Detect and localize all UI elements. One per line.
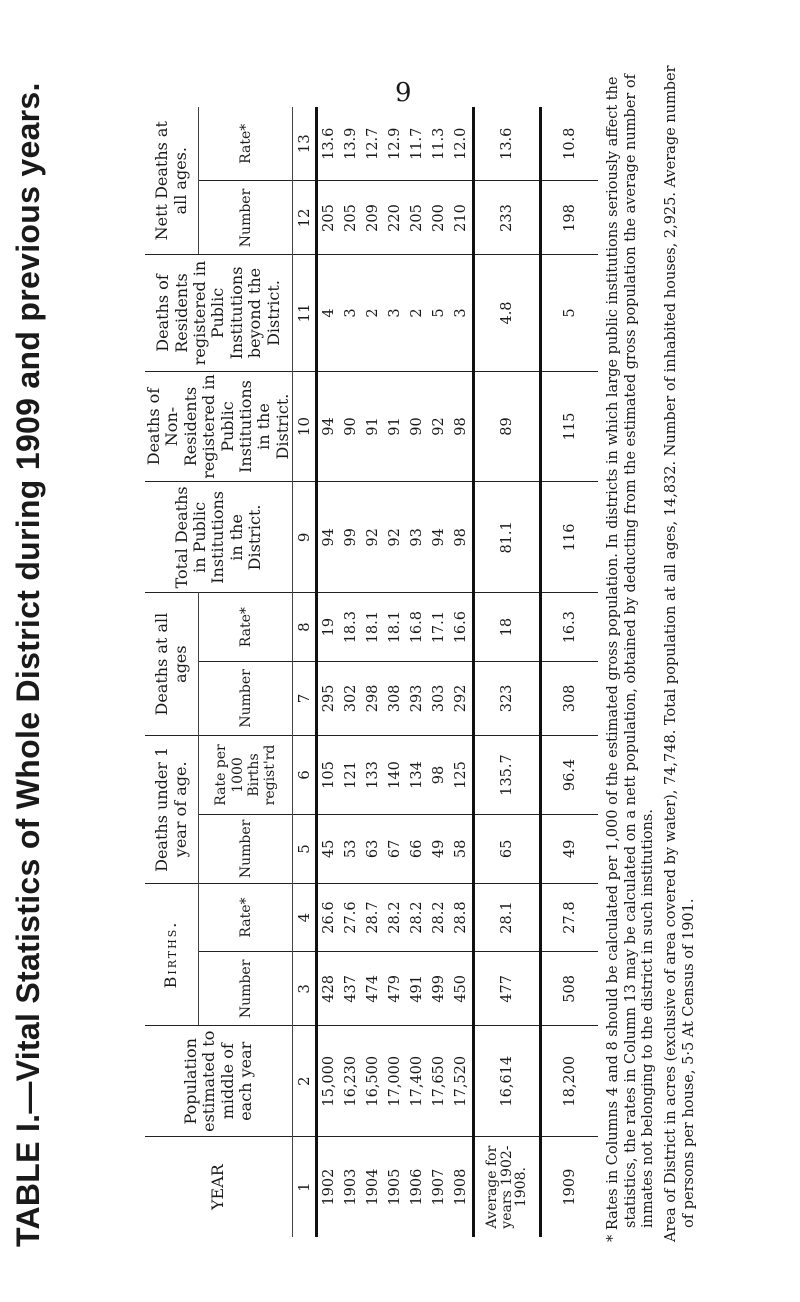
cell: 92	[384, 482, 406, 593]
year-1909-row	[541, 107, 599, 1237]
cell: 302	[340, 661, 362, 735]
header-births-number: Number	[199, 952, 293, 1026]
cell: 16.8	[406, 593, 428, 662]
cell: 89	[474, 371, 541, 482]
column-number: 5	[293, 815, 317, 884]
cell: 5	[428, 255, 450, 371]
column-number: 7	[293, 661, 317, 735]
cell: 11.7	[409, 127, 426, 160]
cell: 198	[541, 181, 599, 255]
cell: 133	[362, 735, 384, 814]
header-da-number: Number	[199, 661, 293, 735]
cell: 45	[317, 815, 341, 884]
cell: 10.8	[562, 127, 579, 160]
cell: 220	[384, 181, 406, 255]
header-population: Population estimated to middle of each year	[145, 1026, 293, 1137]
cell: 1905	[384, 1137, 406, 1237]
column-number: 1	[293, 1137, 317, 1237]
cell: 1902	[317, 1137, 341, 1237]
table-row	[428, 107, 450, 1237]
column-number: 12	[293, 181, 317, 255]
cell: 19	[317, 593, 341, 662]
cell: 16.3	[541, 593, 599, 662]
footnotes	[605, 52, 703, 1242]
cell: 28.2	[406, 883, 428, 952]
cell: 13.6	[474, 107, 541, 181]
cell: 91	[362, 371, 384, 482]
cell: 27.8	[541, 883, 599, 952]
cell: 58	[450, 815, 474, 884]
cell: 98	[450, 482, 474, 593]
header-nett-rate: Rate*	[199, 107, 293, 181]
footnote-area: Area of District in acres (exclusive of area covered by water), 74,748. Total population at all ages, 14,832. Number of inhabited houses, 2,925. Average number of persons per house, 5·5 At Census of 1901.	[663, 65, 697, 1242]
header-nett-number: Number	[199, 181, 293, 255]
cell: 28.8	[450, 883, 474, 952]
cell: 12.9	[387, 127, 404, 160]
table-row	[340, 107, 362, 1237]
table-row	[362, 107, 384, 1237]
cell: 115	[541, 371, 599, 482]
header-births: Births.	[145, 883, 199, 1026]
cell: 92	[428, 371, 450, 482]
cell: 65	[474, 815, 541, 884]
cell: 1906	[406, 1137, 428, 1237]
cell: 116	[541, 482, 599, 593]
cell: 474	[362, 952, 384, 1026]
cell: 15,000	[317, 1026, 341, 1137]
column-number: 11	[293, 255, 317, 371]
cell: 2	[362, 255, 384, 371]
cell: 293	[406, 661, 428, 735]
cell: 121	[340, 735, 362, 814]
cell: 1908	[450, 1137, 474, 1237]
cell: 13.6	[321, 127, 338, 160]
cell: 98	[450, 371, 474, 482]
cell: 18.1	[384, 593, 406, 662]
column-number: 4	[293, 883, 317, 952]
cell: 491	[406, 952, 428, 1026]
cell: 295	[317, 661, 341, 735]
cell: 5	[541, 255, 599, 371]
cell: 205	[340, 181, 362, 255]
cell: 90	[406, 371, 428, 482]
cell: 98	[428, 735, 450, 814]
table-row	[450, 107, 474, 1237]
cell: 53	[340, 815, 362, 884]
cell: 17.1	[428, 593, 450, 662]
cell: 28.2	[384, 883, 406, 952]
header-da-rate: Rate*	[199, 593, 293, 662]
cell: 66	[406, 815, 428, 884]
cell: 1907	[428, 1137, 450, 1237]
cell: 1903	[340, 1137, 362, 1237]
cell: 12.7	[365, 127, 382, 160]
cell: 28.7	[362, 883, 384, 952]
cell: 18.3	[340, 593, 362, 662]
cell: 125	[450, 735, 474, 814]
cell: 1904	[362, 1137, 384, 1237]
header-resident-deaths-beyond: Deaths of Residents registered in Public Institutions beyond the District.	[145, 255, 293, 371]
cell: 450	[450, 952, 474, 1026]
cell: 99	[340, 482, 362, 593]
cell: 17,520	[450, 1026, 474, 1137]
vital-statistics-table	[145, 107, 598, 1237]
cell: 49	[541, 815, 599, 884]
cell: 303	[428, 661, 450, 735]
cell: 3	[384, 255, 406, 371]
cell: 2	[406, 255, 428, 371]
cell: 16,614	[474, 1026, 541, 1137]
cell: 200	[428, 181, 450, 255]
cell: 90	[340, 371, 362, 482]
cell: 18	[474, 593, 541, 662]
cell: 134	[406, 735, 428, 814]
header-du1-rate: Rate per 1000 Births regist'rd	[199, 735, 293, 814]
table-title: TABLE I.—Vital Statistics of Whole District during 1909 and previous years.	[10, 82, 46, 1247]
column-number: 6	[293, 735, 317, 814]
cell: 308	[384, 661, 406, 735]
cell: 11.3	[431, 127, 448, 160]
column-number: 8	[293, 593, 317, 662]
cell: 428	[317, 952, 341, 1026]
cell: 18.1	[362, 593, 384, 662]
header-year: YEAR	[145, 1137, 293, 1237]
cell: 233	[474, 181, 541, 255]
cell: 3	[450, 255, 474, 371]
cell: 27.6	[340, 883, 362, 952]
cell: 3	[340, 255, 362, 371]
cell: 67	[384, 815, 406, 884]
cell: 508	[541, 952, 599, 1026]
cell: 17,650	[428, 1026, 450, 1137]
cell: 81.1	[474, 482, 541, 593]
header-births-rate: Rate*	[199, 883, 293, 952]
header-du1-number: Number	[199, 815, 293, 884]
cell: 437	[340, 952, 362, 1026]
header-deaths-all-ages: Deaths at all ages	[145, 593, 199, 736]
cell: 308	[541, 661, 599, 735]
cell: 16.6	[450, 593, 474, 662]
cell: 4	[317, 255, 341, 371]
cell: 16,230	[340, 1026, 362, 1137]
cell: 479	[384, 952, 406, 1026]
cell: 63	[362, 815, 384, 884]
cell: 477	[474, 952, 541, 1026]
year-rows	[317, 107, 474, 1237]
cell: 26.6	[317, 883, 341, 952]
table-row	[384, 107, 406, 1237]
cell: 209	[362, 181, 384, 255]
footnote-rates: * Rates in Columns 4 and 8 should be calculated per 1,000 of the estimated gross population. In districts in which large public institutions seriously affect the statistics, the rates in Column 13 may be calculated on a nett population, obtained by deducting from the estimated gross population the average number of inmates not belonging to the district in such institutions.	[605, 74, 657, 1242]
cell: 205	[317, 181, 341, 255]
cell: 28.2	[428, 883, 450, 952]
cell: 105	[317, 735, 341, 814]
cell: 298	[362, 661, 384, 735]
cell: 16,500	[362, 1026, 384, 1137]
cell: 499	[428, 952, 450, 1026]
cell: 91	[384, 371, 406, 482]
column-number: 2	[293, 1026, 317, 1137]
cell: 17,000	[384, 1026, 406, 1137]
cell: 93	[406, 482, 428, 593]
cell: 323	[474, 661, 541, 735]
page-number: 9	[395, 78, 412, 108]
cell: 28.1	[474, 883, 541, 952]
cell: 94	[317, 482, 341, 593]
table-row	[317, 107, 341, 1237]
cell: 1909	[541, 1137, 599, 1237]
table-row	[406, 107, 428, 1237]
column-number: 3	[293, 952, 317, 1026]
cell: 96.4	[541, 735, 599, 814]
column-number: 13	[293, 107, 317, 181]
cell: 140	[384, 735, 406, 814]
column-number-row	[293, 107, 317, 1237]
cell: 292	[450, 661, 474, 735]
cell: 135.7	[474, 735, 541, 814]
column-number: 9	[293, 482, 317, 593]
cell: 94	[317, 371, 341, 482]
header-deaths-under-1: Deaths under 1 year of age.	[145, 735, 199, 883]
cell: 4.8	[474, 255, 541, 371]
header-nett-deaths: Nett Deaths at all ages.	[145, 107, 199, 255]
cell: 205	[406, 181, 428, 255]
cell: 94	[428, 482, 450, 593]
cell: 17,400	[406, 1026, 428, 1137]
cell: 13.9	[343, 127, 360, 160]
cell: 12.0	[453, 127, 470, 160]
average-label: Average for years 1902-1908.	[474, 1137, 541, 1237]
cell: 210	[450, 181, 474, 255]
header-non-resident-deaths: Deaths of Non-Residents registered in Public Institutions in the District.	[145, 371, 293, 482]
cell: 18,200	[541, 1026, 599, 1137]
cell: 49	[428, 815, 450, 884]
header-total-deaths-public: Total Deaths in Public Institutions in the District.	[145, 482, 293, 593]
average-row	[474, 107, 541, 1237]
column-number: 10	[293, 371, 317, 482]
cell: 92	[362, 482, 384, 593]
